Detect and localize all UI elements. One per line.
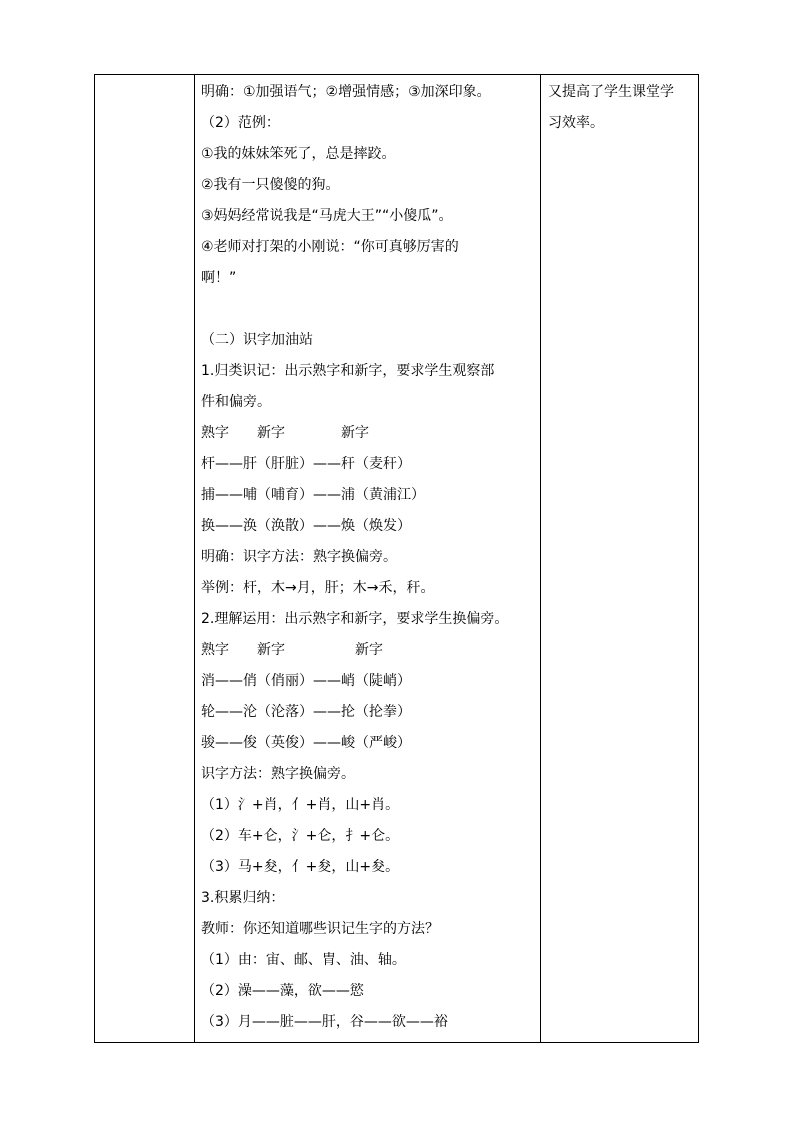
- text-line: 件和偏旁。: [201, 394, 271, 410]
- design-intent-cell: [541, 75, 699, 139]
- text-line: 识字方法：熟字换偏旁。: [201, 766, 355, 782]
- text-line: 轮——沦（沦落）——抡（抡拳）: [201, 704, 411, 720]
- text-line: 明确：识字方法：熟字换偏旁。: [201, 549, 397, 565]
- text-line: 换——涣（涣散）——焕（焕发）: [201, 518, 411, 534]
- text-line: （3）月——脏——肝，谷——欲——裕: [201, 1014, 448, 1030]
- section-heading: （二）识字加油站: [201, 332, 313, 348]
- blank-line: [201, 294, 540, 325]
- text-line: 杆——肝（肝脏）——秆（麦秆）: [201, 456, 411, 472]
- text-line: 明确：①加强语气；②增强情感；③加深印象。: [201, 84, 491, 100]
- text-line: （2）车+仑，氵+仑，扌+仑。: [201, 828, 400, 844]
- text-line: ④老师对打架的小刚说：“你可真够厉害的: [201, 239, 459, 255]
- text-line: 捕——哺（哺育）——浦（黄浦江）: [201, 487, 425, 503]
- text-line: ①我的妹妹笨死了，总是摔跤。: [201, 146, 396, 162]
- teaching-process-cell: [195, 75, 540, 1038]
- text-line: 啊！”: [201, 270, 237, 286]
- text-line: （2）范例：: [201, 115, 280, 131]
- text-line: 熟字 新字 新字: [201, 425, 369, 441]
- text-line: （1）由：宙、邮、胄、油、轴。: [201, 952, 406, 968]
- text-line: 1.归类识记：出示熟字和新字，要求学生观察部: [201, 363, 495, 379]
- text-line: 消——俏（俏丽）——峭（陡峭）: [201, 673, 411, 689]
- text-line: 3.积累归纳：: [201, 890, 285, 906]
- text-line: 教师：你还知道哪些识记生字的方法？: [201, 921, 439, 937]
- text-line: 骏——俊（英俊）——峻（严峻）: [201, 735, 411, 751]
- text-line: ②我有一只傻傻的狗。: [201, 177, 340, 193]
- text-line: 举例：杆，木→月，肝；木→禾，秆。: [201, 580, 435, 596]
- text-line: 又提高了学生课堂学: [548, 84, 674, 100]
- text-line: （3）马+夋，亻+夋，山+夋。: [201, 859, 400, 875]
- text-line: （1）氵+肖，亻+肖，山+肖。: [201, 797, 400, 813]
- lesson-table: [94, 74, 699, 1043]
- text-line: 2.理解运用：出示熟字和新字，要求学生换偏旁。: [201, 611, 509, 627]
- text-line: 习效率。: [548, 115, 604, 131]
- text-line: （2）澡——藻，欲——慾: [201, 983, 364, 999]
- text-line: 熟字 新字 新字: [201, 642, 383, 658]
- column-divider: [540, 75, 541, 1042]
- text-line: ③妈妈经常说我是“马虎大王”“小傻瓜”。: [201, 208, 453, 224]
